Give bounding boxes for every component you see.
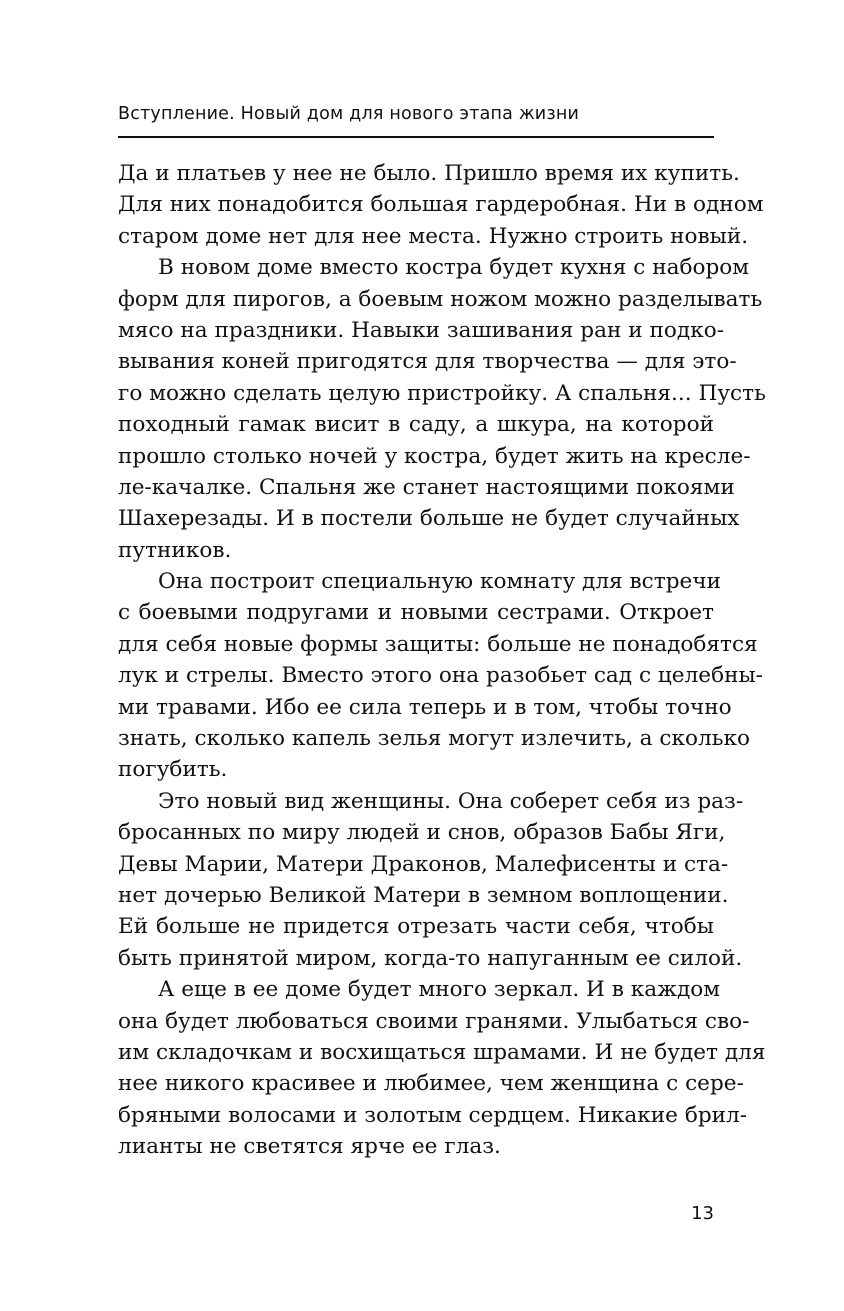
paragraph	[118, 974, 766, 1162]
text-line: го можно сделать целую пристройку. А спальня... Пусть	[118, 380, 766, 406]
text-line: Для них понадобится большая гардеробная. Ни в одном	[118, 192, 764, 218]
header-rule	[118, 136, 714, 138]
text-line: знать, сколько капель зелья могут излечить, а сколько	[118, 726, 750, 752]
text-line: Она построит специальную комнату для встречи	[158, 569, 721, 595]
running-header: Вступление. Новый дом для нового этапа жизни	[118, 104, 580, 124]
text-line: прошло столько ночей у костра, будет жить на кресле-	[118, 443, 751, 469]
text-line: лианты не светятся ярче ее глаз.	[118, 1134, 501, 1160]
text-line: бряными волосами и золотым сердцем. Никакие брил-	[118, 1102, 748, 1128]
text-line: с боевыми подругами и новыми сестрами. Откроет	[118, 600, 714, 626]
paragraph	[118, 786, 744, 974]
text-line: быть принятой миром, когда-то напуганным ее силой.	[118, 945, 743, 971]
text-line: бросанных по миру людей и снов, образов Бабы Яги,	[118, 820, 726, 846]
text-line: Ей больше не придется отрезать части себя, чтобы	[118, 914, 714, 940]
paragraph	[118, 158, 764, 252]
text-line: Да и платьев у нее не было. Пришло время их купить.	[118, 161, 740, 186]
text-line: лук и стрелы. Вместо этого она разобьет сад с целебны-	[118, 663, 763, 689]
text-line: им складочкам и восхищаться шрамами. И не будет для	[118, 1039, 766, 1065]
text-line: нет дочерью Великой Матери в земном воплощении.	[118, 882, 729, 908]
text-line: для себя новые формы защиты: больше не понадобятся	[118, 631, 758, 657]
body-text	[118, 158, 766, 1163]
text-line: ми травами. Ибо ее сила теперь и в том, чтобы точно	[118, 694, 732, 720]
text-line: ле-качалке. Спальня же станет настоящими покоями	[118, 474, 735, 500]
text-line: она будет любоваться своими гранями. Улыбаться сво-	[118, 1008, 750, 1034]
text-line: походный гамак висит в саду, а шкура, на которой	[118, 412, 714, 438]
text-line: Девы Марии, Матери Драконов, Малефисенты и ста-	[118, 851, 729, 877]
text-line: старом доме нет для нее места. Нужно строить новый.	[118, 223, 749, 249]
text-line: путников.	[118, 537, 232, 563]
paragraph	[118, 566, 763, 786]
text-line: Шахерезады. И в постели больше не будет случайных	[118, 506, 740, 532]
paragraph	[118, 252, 766, 566]
text-line: мясо на праздники. Навыки зашивания ран и подко-	[118, 317, 724, 343]
text-line: В новом доме вместо костра будет кухня с набором	[158, 255, 750, 281]
text-line: форм для пирогов, а боевым ножом можно разделывать	[118, 286, 763, 312]
text-line: вывания коней пригодятся для творчества — для это-	[118, 349, 737, 375]
text-line: Это новый вид женщины. Она соберет себя из раз-	[158, 788, 744, 814]
page-number: 13	[691, 1203, 714, 1224]
text-line: погубить.	[118, 757, 228, 783]
text-line: нее никого красивее и любимее, чем женщина с сере-	[118, 1071, 744, 1097]
text-line: А еще в ее доме будет много зеркал. И в каждом	[158, 977, 721, 1003]
